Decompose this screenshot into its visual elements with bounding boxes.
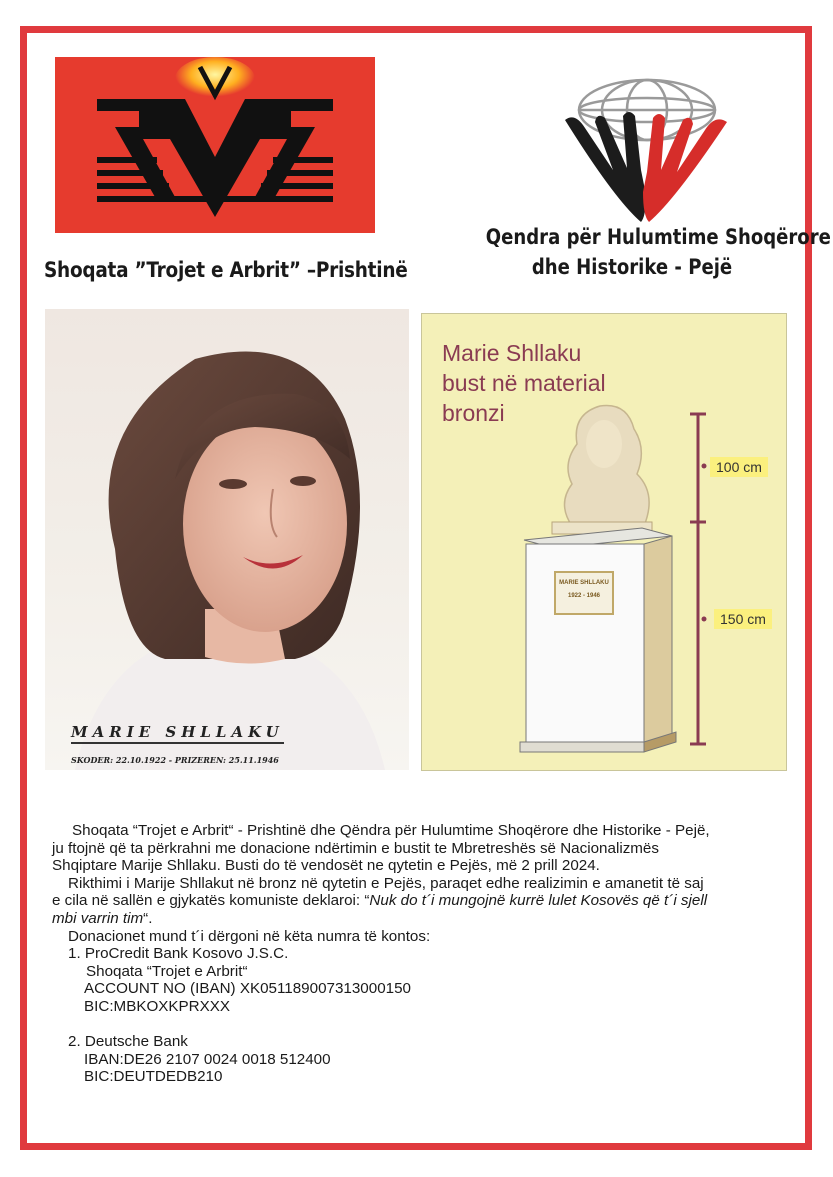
right-org-line-1: Qendra për Hulumtime Shoqërore	[485, 225, 831, 249]
trojet-e-arbrit-logo-icon	[55, 57, 375, 233]
bust-title-line-3: bronzi	[442, 400, 505, 426]
paragraph-2-line-2-start: e cila në sallën e gjykatës komuniste deklaroi: “	[52, 892, 370, 910]
bank-1-name: 1. ProCredit Bank Kosovo J.S.C.	[68, 945, 289, 963]
donation-appeal-text	[52, 822, 782, 1086]
paragraph-2-line-2	[52, 892, 782, 910]
bust-title-line-1: Marie Shllaku	[442, 340, 582, 366]
right-organization-name	[462, 222, 831, 282]
portrait-caption-name: MARIE SHLLAKU	[71, 723, 284, 744]
paragraph-1-line-2: ju ftojnë që ta përkrahni me donacione ndërtimin e bustit te Mbretreshës së Nacionalizmës	[52, 839, 659, 857]
hands-globe-logo-icon	[555, 50, 730, 225]
quote-end: “.	[143, 909, 153, 927]
bust-height-label: 100 cm	[710, 457, 768, 477]
pedestal-height-label: 150 cm	[714, 609, 772, 629]
bank-2-name: 2. Deutsche Bank	[68, 1033, 188, 1051]
quote-part-1: Nuk do t´i mungojnë kurrë lulet Kosovës që t´i sjell	[369, 892, 708, 910]
paragraph-2-line-1: Rikthimi i Marije Shllakut në bronz në qytetin e Pejës, paraqet edhe realizimin e amanetit të saj	[68, 874, 704, 892]
left-organization-name: Shoqata ”Trojet e Arbrit” –Prishtinë	[44, 258, 408, 282]
bust-illustration-panel	[421, 313, 787, 771]
bust-title-line-2: bust në material	[442, 370, 606, 396]
bank-2-bic: BIC:DEUTDEDB210	[84, 1068, 223, 1086]
paragraph-1-line-1: Shoqata “Trojet e Arbrit“ - Prishtinë dhe Qëndra për Hulumtime Shoqërore dhe Historike - Pejë,	[72, 822, 710, 839]
plaque-years: 1922 - 1946	[567, 593, 601, 599]
portrait-caption-dates: SKODER: 22.10.1922 - PRIZEREN: 25.11.1946	[71, 755, 279, 765]
paragraph-1-line-3: Shqiptare Marije Shllaku. Busti do të vendosët ne qytetin e Pejës, më 2 prill 2024.	[52, 857, 600, 875]
portrait-photo	[45, 309, 409, 770]
paragraph-3: Donacionet mund t´i dërgoni në këta numra të kontos:	[68, 927, 431, 945]
right-org-line-2: dhe Historike - Pejë	[531, 255, 733, 279]
plaque-name: MARIE SHLLAKU	[559, 580, 609, 586]
bank-1-holder: Shoqata “Trojet e Arbrit“	[86, 962, 248, 980]
bank-2-iban: IBAN:DE26 2107 0024 0018 512400	[84, 1050, 331, 1068]
paragraph-2-line-3	[52, 910, 782, 928]
bank-1-bic: BIC:MBKOXKPRXXX	[84, 997, 231, 1015]
bank-1-iban: ACCOUNT NO (IBAN) XK051189007313000150	[84, 980, 411, 998]
quote-part-2: mbi varrin tim	[52, 909, 144, 927]
